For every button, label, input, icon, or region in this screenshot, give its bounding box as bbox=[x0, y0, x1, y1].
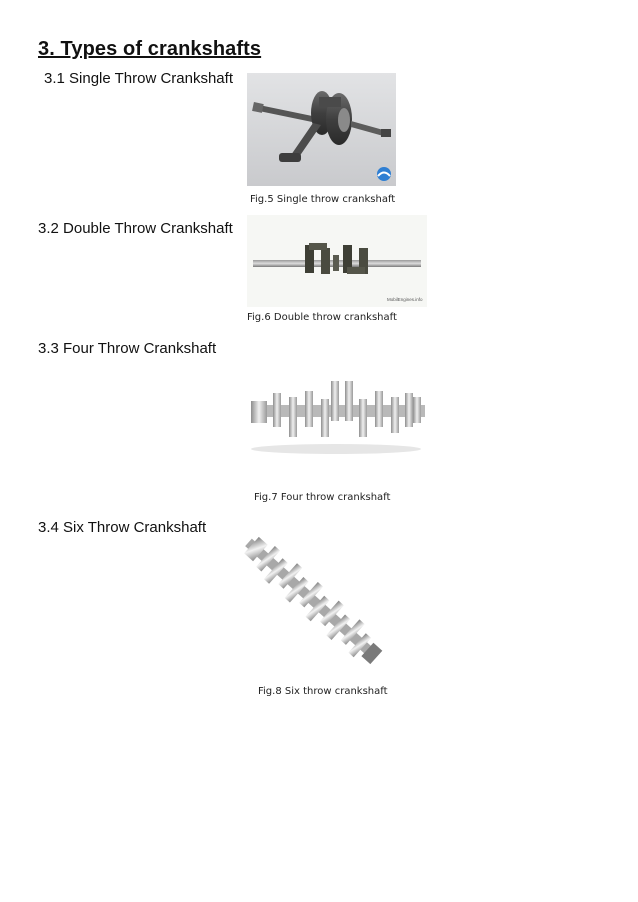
watermark-text: MobilEngines.info bbox=[387, 297, 423, 302]
section-title-six-throw: 3.4 Six Throw Crankshaft bbox=[38, 519, 207, 536]
single-throw-crankshaft-image bbox=[247, 73, 396, 186]
section-title-four-throw: 3.3 Four Throw Crankshaft bbox=[38, 340, 217, 357]
figure-caption-6: Fig.6 Double throw crankshaft bbox=[247, 312, 397, 323]
section-title-double-throw: 3.2 Double Throw Crankshaft bbox=[38, 220, 233, 237]
double-throw-crankshaft-image bbox=[247, 215, 427, 307]
section-title-single-throw: 3.1 Single Throw Crankshaft bbox=[44, 70, 233, 87]
figure-caption-8: Fig.8 Six throw crankshaft bbox=[258, 686, 388, 697]
page-title: 3. Types of crankshafts bbox=[38, 38, 262, 60]
six-throw-crankshaft-image bbox=[236, 530, 386, 670]
four-throw-crankshaft-image bbox=[247, 375, 425, 455]
figure-caption-5: Fig.5 Single throw crankshaft bbox=[250, 194, 396, 205]
figure-caption-7: Fig.7 Four throw crankshaft bbox=[254, 492, 391, 503]
